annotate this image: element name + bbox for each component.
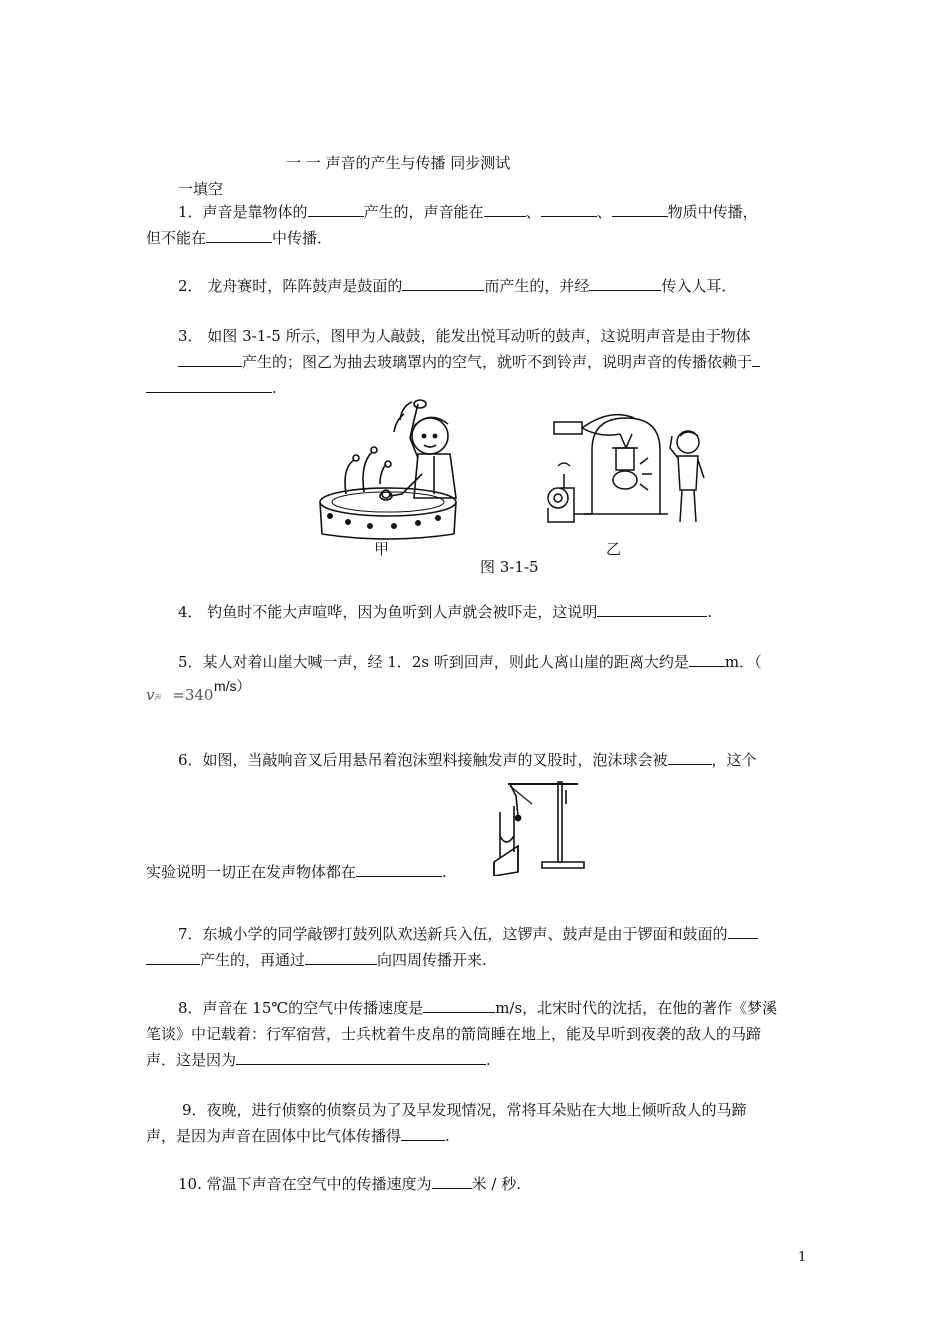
- question-3-line-1: 3． 如图 3-1-5 所示，图甲为人敲鼓，能发出悦耳动听的鼓声，这说明声音是由于物体: [178, 327, 751, 345]
- q1-blank-4[interactable]: [612, 200, 668, 217]
- q1-blank-1[interactable]: [308, 200, 364, 217]
- formula-subscript: 声: [154, 694, 162, 702]
- question-9-line-2: [146, 1124, 810, 1148]
- question-10: [146, 1172, 810, 1196]
- q9-text-c: .: [445, 1127, 450, 1145]
- q3-blank-2a[interactable]: [752, 350, 760, 367]
- figure-caption: 图 3-1-5: [480, 558, 539, 576]
- q6-text-c: 实验说明一切正在发声物体都在: [146, 863, 357, 881]
- q4-blank-1[interactable]: [597, 600, 707, 617]
- q4-text-b: .: [707, 603, 713, 621]
- document-title: 一 一 声音的产生与传播 同步测试: [286, 154, 511, 172]
- question-6-line-1: [146, 748, 810, 772]
- question-7-line-2: [146, 948, 810, 972]
- figure-label-right: 乙: [606, 540, 622, 558]
- question-3-line-3: [146, 376, 810, 400]
- q3-text-b: 产生的；图乙为抽去玻璃罩内的空气，就听不到铃声，说明声音的传播依赖于: [242, 353, 753, 371]
- question-1-line-1: [146, 200, 810, 224]
- q1-text-a: 1．声音是靠物体的: [178, 203, 308, 221]
- q1-blank-3[interactable]: [541, 200, 597, 217]
- speed-formula: [146, 686, 213, 704]
- q7-blank-1a[interactable]: [728, 922, 758, 939]
- question-2: [146, 274, 810, 298]
- q9-blank-1[interactable]: [401, 1124, 445, 1141]
- question-6-line-2: [146, 860, 810, 884]
- q1-text-e: 物质中传播，: [667, 203, 758, 221]
- q8-blank-1[interactable]: [423, 996, 495, 1013]
- q2-text-b: 而产生的，并经: [484, 277, 590, 295]
- q10-text-b: 米 / 秒.: [471, 1175, 521, 1193]
- speed-unit: m/s）: [214, 678, 251, 694]
- q1-text-c: 、: [525, 203, 541, 221]
- q2-blank-2[interactable]: [589, 274, 661, 291]
- q6-blank-1[interactable]: [668, 748, 712, 765]
- question-4: [146, 600, 810, 624]
- q1-blank-5[interactable]: [206, 226, 272, 243]
- q6-blank-2[interactable]: [356, 860, 442, 877]
- q8-text-a: 8．声音在 15℃的空气中传播速度是: [178, 999, 424, 1017]
- q7-blank-1[interactable]: [146, 948, 200, 965]
- drum-figure: [314, 398, 482, 542]
- q5-text-b: m．（: [724, 653, 762, 671]
- section-heading: 一填空: [178, 180, 224, 198]
- q3-blank-1[interactable]: [178, 350, 242, 367]
- q1-blank-2[interactable]: [484, 200, 526, 217]
- q10-blank-1[interactable]: [432, 1172, 472, 1189]
- q6-text-b: ，这个: [711, 751, 757, 769]
- q3-text-c: .: [272, 379, 277, 397]
- formula-value: =340: [172, 686, 214, 704]
- question-9-line-1: 9．夜晚，进行侦察的侦察员为了及早发现情况，常将耳朵贴在大地上倾听敌人的马蹄: [182, 1101, 747, 1119]
- q5-blank-1[interactable]: [689, 650, 725, 667]
- q1-text-g: 中传播．: [272, 229, 333, 247]
- q2-text-c: 传入人耳．: [661, 277, 737, 295]
- q10-text-a: 10. 常温下声音在空气中的传播速度为: [178, 1175, 432, 1193]
- q1-text-f: 但不能在: [146, 229, 207, 247]
- q1-text-d: 、: [596, 203, 612, 221]
- question-8-line-3: [146, 1048, 810, 1072]
- q6-text-d: .: [442, 863, 447, 881]
- question-1-line-2: [146, 226, 810, 250]
- question-8-line-2: 笔谈》中记载着：行军宿营，士兵枕着牛皮帛的箭筒睡在地上，能及早听到夜袭的敌人的马蹄: [146, 1025, 762, 1043]
- q5-text-a: 5．某人对着山崖大喊一声，经 1．2s 听到回声，则此人离山崖的距离大约是: [178, 653, 689, 671]
- formula-v: v: [146, 686, 155, 704]
- q4-text-a: 4． 钓鱼时不能大声喧哗，因为鱼听到人声就会被吓走，这说明: [178, 603, 598, 621]
- bell-jar-figure: [540, 404, 716, 532]
- q3-blank-2[interactable]: [146, 376, 272, 393]
- q6-text-a: 6．如图，当敲响音叉后用悬吊着泡沫塑料接触发声的叉股时，泡沫球会被: [178, 751, 668, 769]
- q9-text-b: 声，是因为声音在固体中比气体传播得: [146, 1127, 402, 1145]
- q1-text-b: 产生的，声音能在: [363, 203, 484, 221]
- q7-text-b: 产生的，再通过: [200, 951, 306, 969]
- question-5: [146, 650, 810, 674]
- q2-blank-1[interactable]: [402, 274, 484, 291]
- q2-text-a: 2． 龙舟赛时，阵阵鼓声是鼓面的: [178, 277, 403, 295]
- q8-text-e: .: [486, 1051, 491, 1069]
- q7-blank-2[interactable]: [305, 948, 377, 965]
- question-7-line-1: [146, 922, 810, 946]
- q7-text-a: 7．东城小学的同学敲锣打鼓列队欢送新兵入伍，这锣声、鼓声是由于锣面和鼓面的: [178, 925, 728, 943]
- question-3-line-2: [146, 350, 810, 374]
- figure-label-left: 甲: [374, 540, 390, 558]
- q8-blank-2[interactable]: [236, 1048, 486, 1065]
- q7-text-c: 向四周传播开来.: [377, 951, 487, 969]
- q8-text-d: 声．这是因为: [146, 1051, 237, 1069]
- q8-text-b: m/s，北宋时代的沈括，在他的著作《梦溪: [495, 999, 778, 1017]
- page-number: 1: [798, 1250, 807, 1265]
- question-8-line-1: [146, 996, 810, 1020]
